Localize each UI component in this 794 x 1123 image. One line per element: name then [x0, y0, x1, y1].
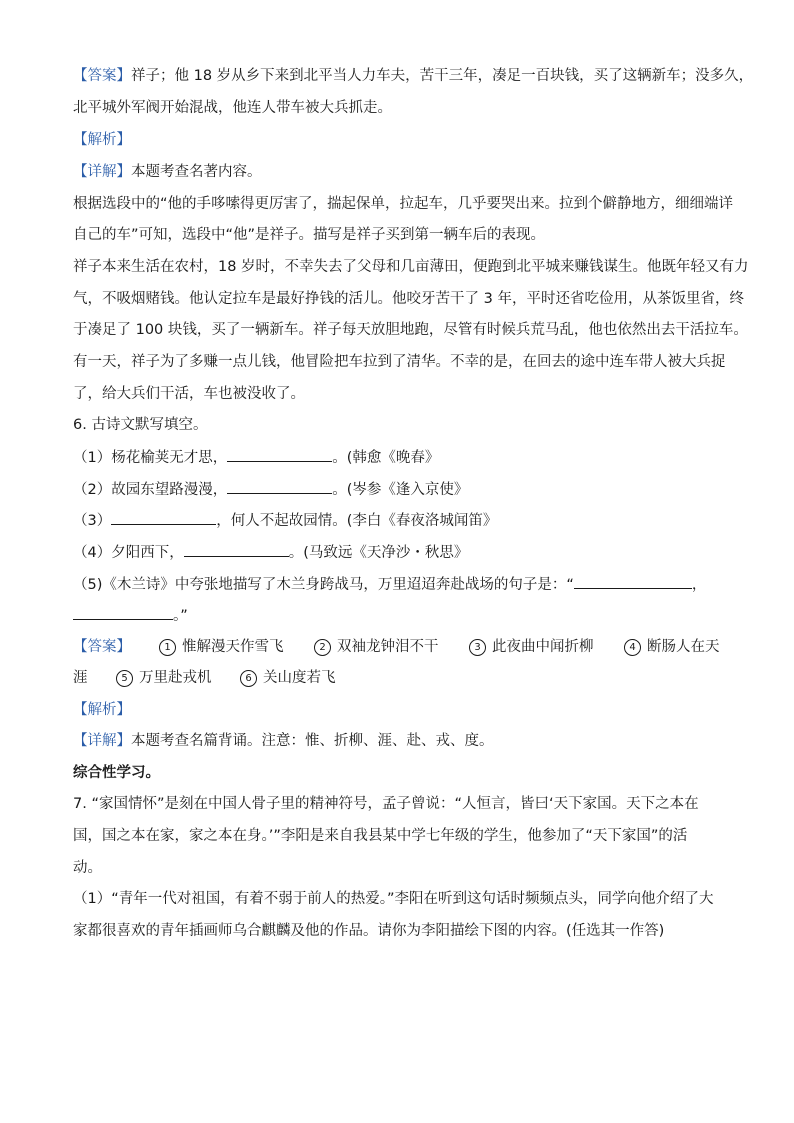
circled-number: 4 [624, 639, 641, 656]
detail-label: 【详解】 [73, 164, 131, 180]
fill-blank [73, 605, 173, 620]
fill-blank [111, 510, 216, 525]
q5-para1-line2: 自己的车”可知，选段中“他”是祥子。描写是祥子买到第一辆车后的表现。 [73, 227, 546, 243]
answer-item-4: 4 断肠人在天 [624, 637, 720, 657]
q7-sub1-line2: 家都很喜欢的青年插画师乌合麒麟及他的作品。请你为李阳描绘下图的内容。(任选其一作答) [73, 923, 665, 939]
q5-para2-line3: 于凑足了 100 块钱，买了一辆新车。祥子每天放胆地跑，尽管有时候兵荒马乱，他也依然出去干活拉车。 [73, 322, 748, 338]
q6-item1: （1）杨花榆荚无才思， 。(韩愈《晚春》 [73, 447, 439, 468]
q5-para1-line1: 根据选段中的“他的手哆嗦得更厉害了，揣起保单，拉起车，几乎要哭出来。拉到个僻静地方，细细端详 [73, 196, 734, 212]
q6-item2: （2）故园东望路漫漫， 。(岑参《逢入京使》 [73, 479, 468, 500]
fill-blank [227, 447, 332, 462]
analysis-label: 【解析】 [73, 132, 131, 148]
answer-item-6: 6 关山度若飞 [240, 668, 336, 688]
answer-item-2: 2 双袖龙钟泪不干 [314, 637, 439, 657]
q5-para2-line2: 气，不吸烟赌钱。他认定拉车是最好挣钱的活儿。他咬牙苦干了 3 年，平时还省吃俭用，从茶饭里省，终 [73, 291, 744, 307]
q6-item5: （5)《木兰诗》中夸张地描写了木兰身跨战马，万里迢迢奔赴战场的句子是：“ ， [73, 574, 706, 595]
q5-para2-line5: 了，给大兵们干活，车也被没收了。 [73, 386, 305, 402]
answer-label: 【答案】 [73, 639, 131, 655]
q6-detail: 【详解】本题考查名篇背诵。注意：惟、折柳、涯、赴、戎、度。 [73, 733, 494, 749]
q5-answer-line2: 北平城外军阀开始混战，他连人带车被大兵抓走。 [73, 100, 392, 116]
q7-sub1-line1: （1）“青年一代对祖国，有着不弱于前人的热爱。”李阳在听到这句话时频频点头，同学向他介绍了大 [73, 891, 714, 907]
answer-item-5: 5 万里赴戎机 [116, 668, 212, 688]
q6-answer-line [73, 637, 723, 657]
q6-item5-cont: 。” [73, 605, 188, 626]
answer-label: 【答案】 [73, 68, 131, 84]
q7-line2: 国，国之本在家，家之本在身。’”李阳是来自我县某中学七年级的学生，他参加了“天下家国”的活 [73, 828, 688, 844]
q7-line1: 7. “家国情怀”是刻在中国人骨子里的精神符号，孟子曾说：“人恒言，皆曰‘天下家国。天下之本在 [73, 796, 699, 812]
circled-number: 6 [240, 670, 257, 687]
fill-blank [184, 542, 289, 557]
q6-item3: （3） ，何人不起故园情。(李白《春夜洛城闻笛》 [73, 510, 497, 531]
circled-number: 3 [469, 639, 486, 656]
answer-item-3: 3 此夜曲中闻折柳 [469, 637, 594, 657]
circled-number: 2 [314, 639, 331, 656]
q7-line3: 动。 [73, 860, 102, 876]
fill-blank [227, 479, 332, 494]
analysis-label: 【解析】 [73, 702, 131, 718]
circled-number: 5 [116, 670, 133, 687]
q5-detail: 【详解】本题考查名著内容。 [73, 164, 262, 180]
q5-answer-line1: 【答案】祥子；他 18 岁从乡下来到北平当人力车夫，苦干三年，凑足一百块钱，买了这辆新车；没多久， [73, 68, 754, 84]
q6-title: 6. 古诗文默写填空。 [73, 417, 208, 433]
fill-blank [574, 574, 692, 589]
detail-label: 【详解】 [73, 733, 131, 749]
answer-item-1: 1 惟解漫天作雪飞 [159, 637, 284, 657]
q5-para2-line4: 有一天，祥子为了多赚一点儿钱，他冒险把车拉到了清华。不幸的是，在回去的途中连车带人被大兵捉 [73, 354, 726, 370]
section-title: 综合性学习。 [73, 765, 160, 781]
q5-para2-line1: 祥子本来生活在农村，18 岁时，不幸失去了父母和几亩薄田，便跑到北平城来赚钱谋生。他既年轻又有力 [73, 259, 749, 275]
q6-item4: （4）夕阳西下， 。(马致远《天净沙・秋思》 [73, 542, 468, 563]
circled-number: 1 [159, 639, 176, 656]
q6-answer-line2: 涯 5 万里赴戎机 6 关山度若飞 [73, 670, 336, 686]
